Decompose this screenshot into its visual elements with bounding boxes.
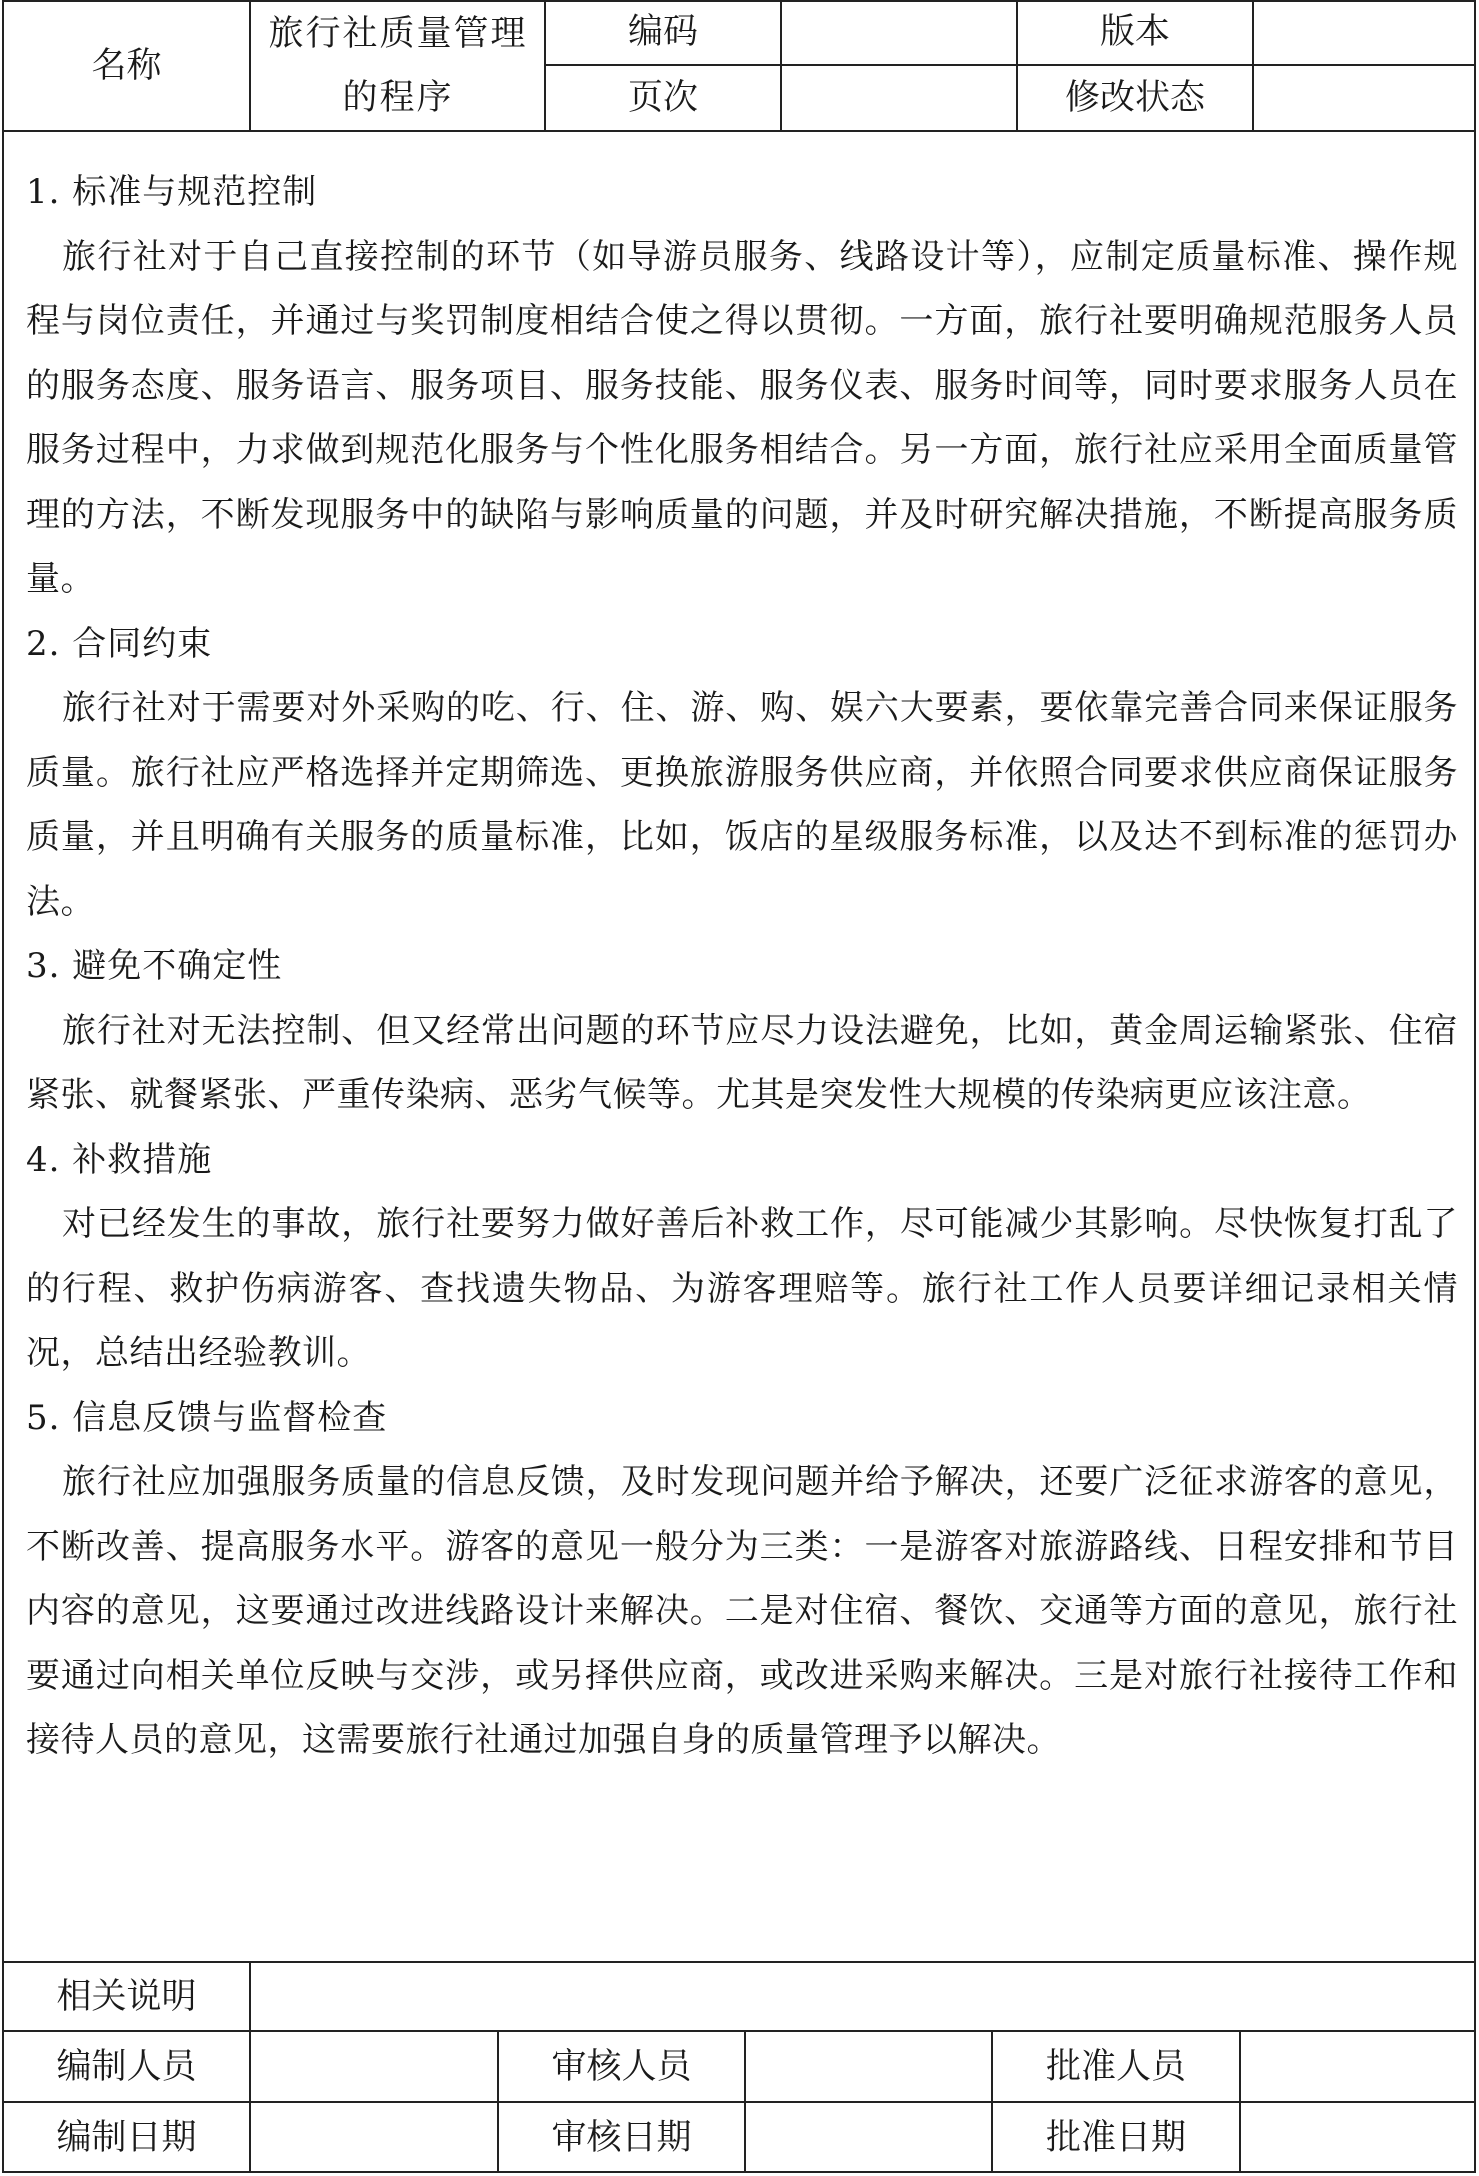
version-label: 版本 (1099, 12, 1170, 52)
approved-date-label: 批准日期 (1045, 2118, 1186, 2158)
prepared-by-label: 编制人员 (56, 2046, 197, 2087)
section-title: 2. 合同约束 (26, 623, 213, 664)
reviewed-date-label: 审核日期 (551, 2118, 692, 2158)
header-divider (249, 0, 251, 132)
page-value (782, 66, 1016, 130)
notes-value (251, 1963, 1476, 2030)
name-value: 旅行社质量管理的程序 (268, 14, 528, 118)
section-title: 1. 标准与规范控制 (26, 172, 318, 212)
version-value (1254, 0, 1476, 64)
section-text: 旅行社对无法控制、但又经常出问题的环节应尽力设法避免，比如，黄金周运输紧张、住宿紧张、就餐紧张、严重传染病、恶劣气候等。尤其是突发性大规模的传染病更应该注意。 (26, 1010, 1458, 1115)
page-label: 页次 (627, 78, 698, 118)
code-value (782, 0, 1016, 64)
approved-date-value (1241, 2103, 1476, 2173)
reviewed-by-value (746, 2032, 991, 2101)
section-title: 3. 避免不确定性 (26, 946, 283, 986)
name-label: 名称 (91, 46, 162, 86)
section-text: 旅行社对于自己直接控制的环节（如导游员服务、线路设计等），应制定质量标准、操作规程与岗位责任，并通过与奖罚制度相结合使之得以贯彻。一方面，旅行社要明确规范服务人员的服务态度、服务语言、服务项目、服务技能、服务仪表、服务时间等，同时要求服务人员在服务过程中，力求做到规范化服务与个性化服务相结合。另一方面，旅行社应采用全面质量管理的方法，不断发现服务中的缺陷与影响质量的问题，并及时研究解决措施，不断提高服务质量。 (26, 236, 1458, 599)
code-label: 编码 (627, 12, 698, 52)
revision-label: 修改状态 (1064, 78, 1205, 118)
prepared-by-value (251, 2032, 497, 2101)
approved-by-value (1241, 2032, 1476, 2101)
procedure-body (26, 160, 1458, 1773)
prepared-date-label: 编制日期 (56, 2118, 197, 2158)
reviewed-by-label: 审核人员 (551, 2046, 692, 2087)
section-text: 对已经发生的事故，旅行社要努力做好善后补救工作，尽可能减少其影响。尽快恢复打乱了的行程、救护伤病游客、查找遗失物品、为游客理赔等。旅行社工作人员要详细记录相关情况，总结出经验教训。 (26, 1204, 1458, 1373)
notes-label: 相关说明 (56, 1976, 197, 2017)
section-title: 4. 补救措施 (26, 1139, 213, 1180)
reviewed-date-value (746, 2103, 991, 2173)
section-title: 5. 信息反馈与监督检查 (26, 1397, 388, 1438)
approved-by-label: 批准人员 (1045, 2046, 1186, 2087)
section-text: 旅行社对于需要对外采购的吃、行、住、游、购、娱六大要素，要依靠完善合同来保证服务质量。旅行社应严格选择并定期筛选、更换旅游服务供应商，并依照合同要求供应商保证服务质量，并且明确有关服务的质量标准，比如，饭店的星级服务标准，以及达不到标准的惩罚办法。 (26, 688, 1458, 922)
revision-value (1254, 66, 1476, 130)
prepared-date-value (251, 2103, 497, 2173)
section-text: 旅行社应加强服务质量的信息反馈，及时发现问题并给予解决，还要广泛征求游客的意见，不断改善、提高服务水平。游客的意见一般分为三类：一是游客对旅游路线、日程安排和节目内容的意见，这要通过改进线路设计来解决。二是对住宿、餐饮、交通等方面的意见，旅行社要通过向相关单位反映与交涉，或另择供应商，或改进采购来解决。三是对旅行社接待工作和接待人员的意见，这需要旅行社通过加强自身的质量管理予以解决。 (26, 1462, 1458, 1760)
